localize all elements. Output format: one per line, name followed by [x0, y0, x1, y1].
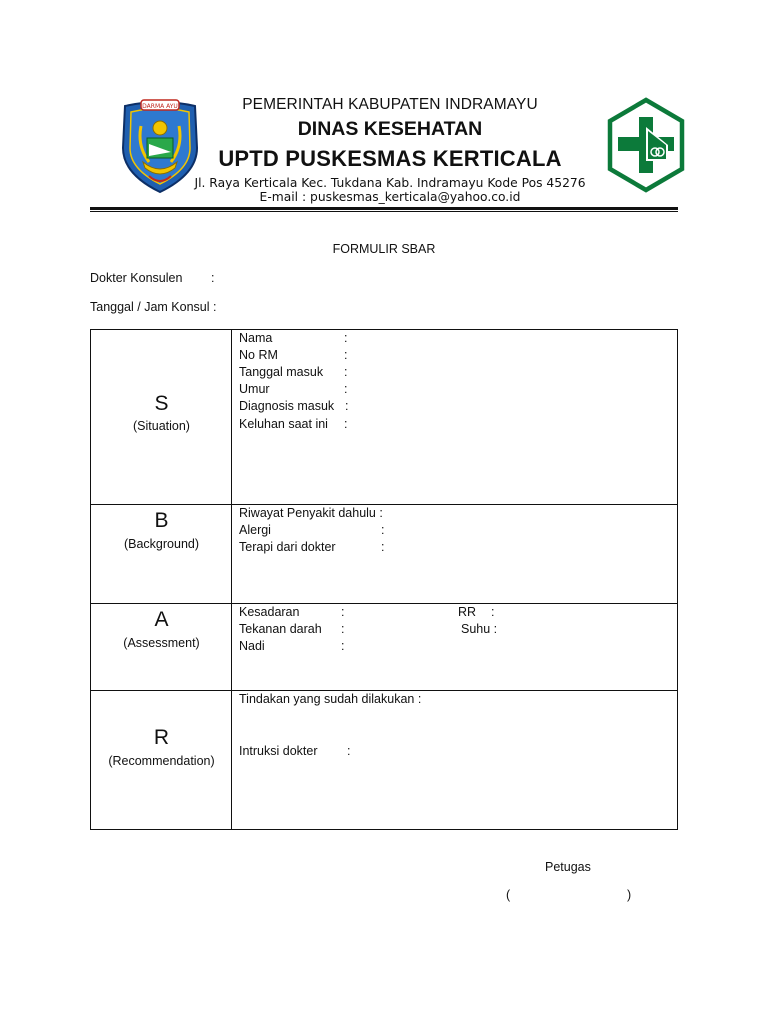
- doctor-therapy-colon: :: [381, 540, 385, 554]
- age-label: Umur: [239, 382, 270, 396]
- background-letter-cell: [91, 505, 232, 603]
- background-row: [91, 504, 677, 603]
- situation-row: [91, 330, 677, 504]
- signature-close-paren: ): [627, 888, 632, 902]
- letterhead-email: E-mail : puskesmas_kerticala@yahoo.co.id: [259, 190, 521, 204]
- sbar-table: [90, 329, 678, 830]
- unit-name: UPTD PUSKESMAS KERTICALA: [218, 146, 562, 171]
- recommendation-row: [91, 690, 677, 829]
- situation-letter: S: [154, 392, 169, 415]
- assessment-label: (Assessment): [123, 636, 200, 650]
- respiratory-rate-colon: :: [491, 605, 495, 619]
- letterhead-divider-thin: [90, 211, 678, 212]
- letterhead-divider-thick: [90, 207, 678, 210]
- form-title: FORMULIR SBAR: [332, 242, 436, 256]
- letterhead-address: Jl. Raya Kerticala Kec. Tukdana Kab. Indramayu Kode Pos 45276: [194, 176, 586, 190]
- patient-name-label: Nama: [239, 331, 273, 345]
- allergy-colon: :: [381, 523, 385, 537]
- age-colon: :: [344, 382, 348, 396]
- signature-open-paren: (: [506, 888, 511, 902]
- actions-taken-label: Tindakan yang sudah dilakukan :: [239, 692, 422, 706]
- allergy-label: Alergi: [239, 523, 271, 537]
- consultant-doctor-colon: :: [211, 271, 215, 285]
- assessment-letter: A: [154, 608, 169, 631]
- medical-record-label: No RM: [239, 348, 278, 362]
- officer-signature-label: Petugas: [545, 860, 591, 874]
- regency-coat-of-arms-icon: [119, 96, 201, 194]
- patient-name-colon: :: [344, 331, 348, 345]
- situation-content: [239, 330, 677, 504]
- pulse-label: Nadi: [239, 639, 265, 653]
- assessment-content: [239, 604, 677, 690]
- doctor-therapy-label: Terapi dari dokter: [239, 540, 336, 554]
- consult-datetime-label: Tanggal / Jam Konsul :: [90, 300, 217, 314]
- background-label: (Background): [123, 537, 200, 551]
- recommendation-letter: R: [153, 726, 170, 749]
- situation-label: (Situation): [133, 419, 190, 433]
- doctor-instruction-label: Intruksi dokter: [239, 744, 318, 758]
- background-content: [239, 505, 677, 603]
- medical-record-colon: :: [344, 348, 348, 362]
- admission-diagnosis-colon: :: [345, 399, 349, 413]
- background-letter: B: [154, 509, 169, 532]
- blood-pressure-colon: :: [341, 622, 345, 636]
- temperature-label: Suhu :: [461, 622, 498, 636]
- emblem-motto: DARMA AYU: [142, 103, 178, 110]
- admission-diagnosis-label: Diagnosis masuk: [239, 399, 335, 413]
- admission-date-colon: :: [344, 365, 348, 379]
- pulse-colon: :: [341, 639, 345, 653]
- recommendation-content: [239, 691, 677, 829]
- recommendation-label: (Recommendation): [108, 754, 215, 768]
- admission-date-label: Tanggal masuk: [239, 365, 324, 379]
- consultant-doctor-label: Dokter Konsulen: [90, 271, 183, 285]
- respiratory-rate-label: RR: [458, 605, 477, 619]
- department-name: DINAS KESEHATAN: [297, 118, 483, 140]
- consciousness-label: Kesadaran: [239, 605, 300, 619]
- doctor-instruction-colon: :: [347, 744, 351, 758]
- current-complaint-label: Keluhan saat ini: [239, 417, 328, 431]
- medical-history-label: Riwayat Penyakit dahulu :: [239, 506, 383, 520]
- recommendation-letter-cell: [91, 691, 232, 829]
- assessment-letter-cell: [91, 604, 232, 690]
- consciousness-colon: :: [341, 605, 345, 619]
- current-complaint-colon: :: [344, 417, 348, 431]
- assessment-row: [91, 603, 677, 690]
- situation-letter-cell: [91, 330, 232, 504]
- blood-pressure-label: Tekanan darah: [239, 622, 322, 636]
- puskesmas-cross-icon: [606, 97, 686, 193]
- government-name: PEMERINTAH KABUPATEN INDRAMAYU: [242, 96, 538, 113]
